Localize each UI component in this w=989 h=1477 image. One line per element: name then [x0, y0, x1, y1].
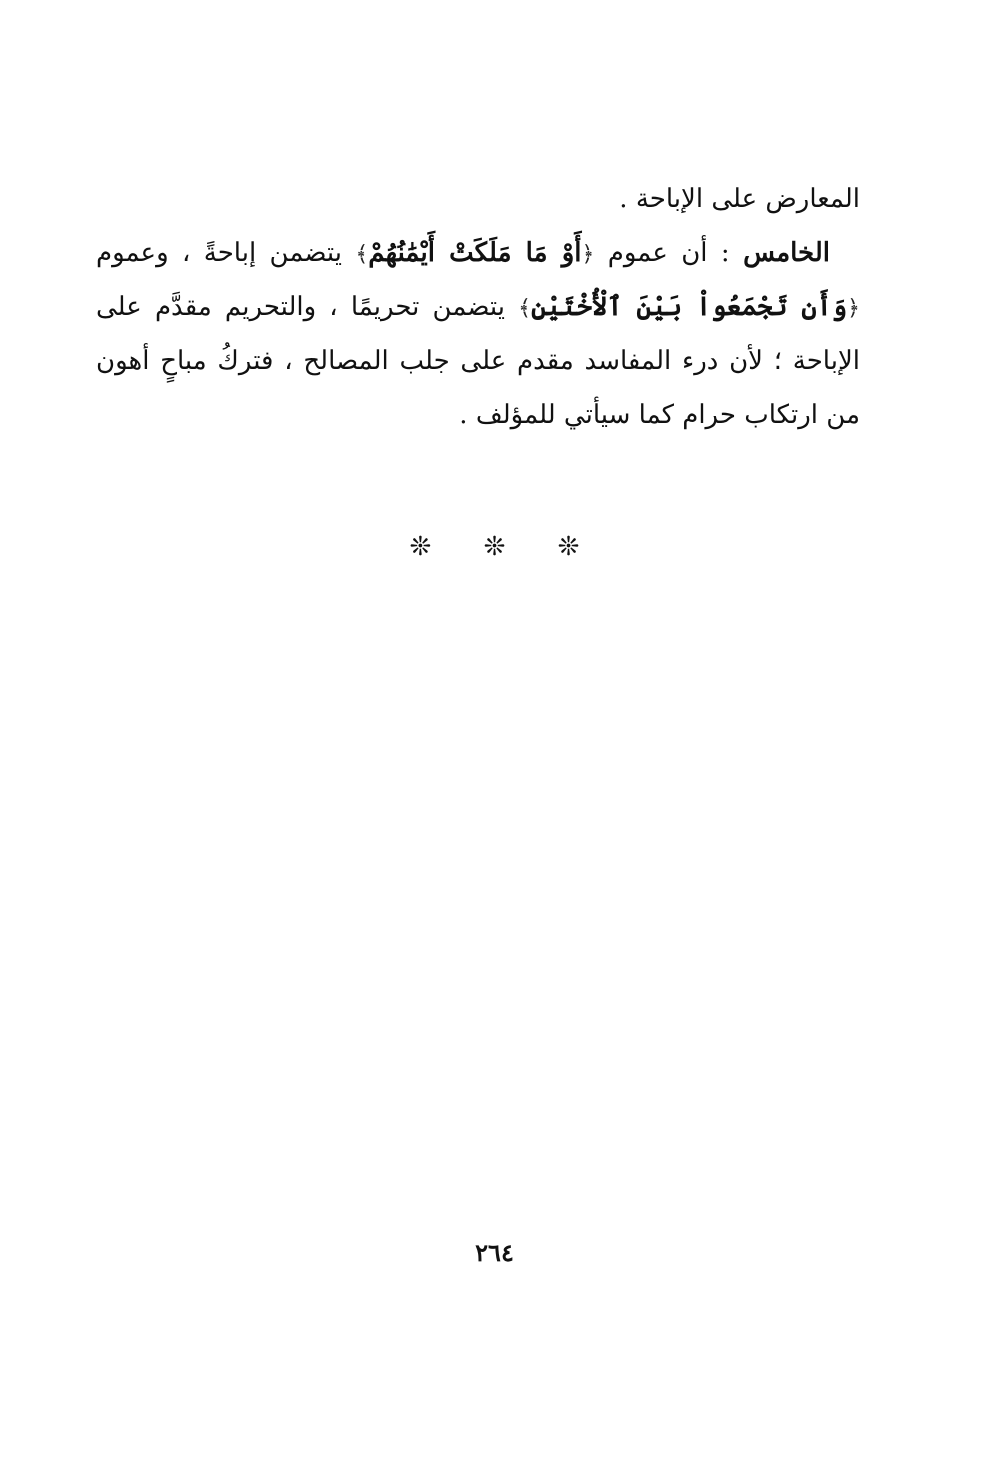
line-4-text: الإباحة ؛ لأن درء المفاسد مقدم على جلب المصالح ، فتركُ مباحٍ أهون — [96, 346, 860, 376]
quran-close-bracket: ﴾ — [355, 242, 369, 267]
quran-open-bracket: ﴿ — [581, 242, 595, 267]
quran-close-bracket-2: ﴾ — [518, 296, 532, 321]
separator-asterisk-icon: ❊ — [557, 532, 580, 562]
text-line-4 — [96, 334, 860, 388]
text-line-3 — [96, 280, 860, 334]
quran-verse-2: وَأَن تَجْمَعُواْ بَيْنَ ٱلْأُخْتَيْنِ — [531, 292, 848, 322]
line-2-part-b: يتضمن إباحةً ، وعموم — [96, 238, 356, 268]
line-2-part-a: : أن عموم — [594, 238, 744, 268]
section-heading-fifth: الخامس — [743, 238, 830, 268]
quran-verse-1: أَوْ مَا مَلَكَتْ أَيْمَٰنُهُمْ — [368, 238, 582, 268]
text-line-5 — [96, 388, 860, 442]
text-line-2 — [96, 226, 860, 280]
body-text — [96, 172, 860, 442]
section-separator — [0, 532, 989, 562]
separator-asterisk-icon: ❊ — [483, 532, 506, 562]
line-3-part-b: يتضمن تحريمًا ، والتحريم مقدَّم على — [96, 292, 519, 322]
page-number: ٢٦٤ — [475, 1238, 514, 1267]
quran-open-bracket-2: ﴿ — [847, 296, 860, 321]
line-5-text: من ارتكاب حرام كما سيأتي للمؤلف . — [459, 400, 860, 430]
separator-asterisk-icon: ❊ — [409, 532, 432, 562]
line-1-text: المعارض على الإباحة . — [619, 184, 860, 214]
text-line-1 — [96, 172, 860, 226]
